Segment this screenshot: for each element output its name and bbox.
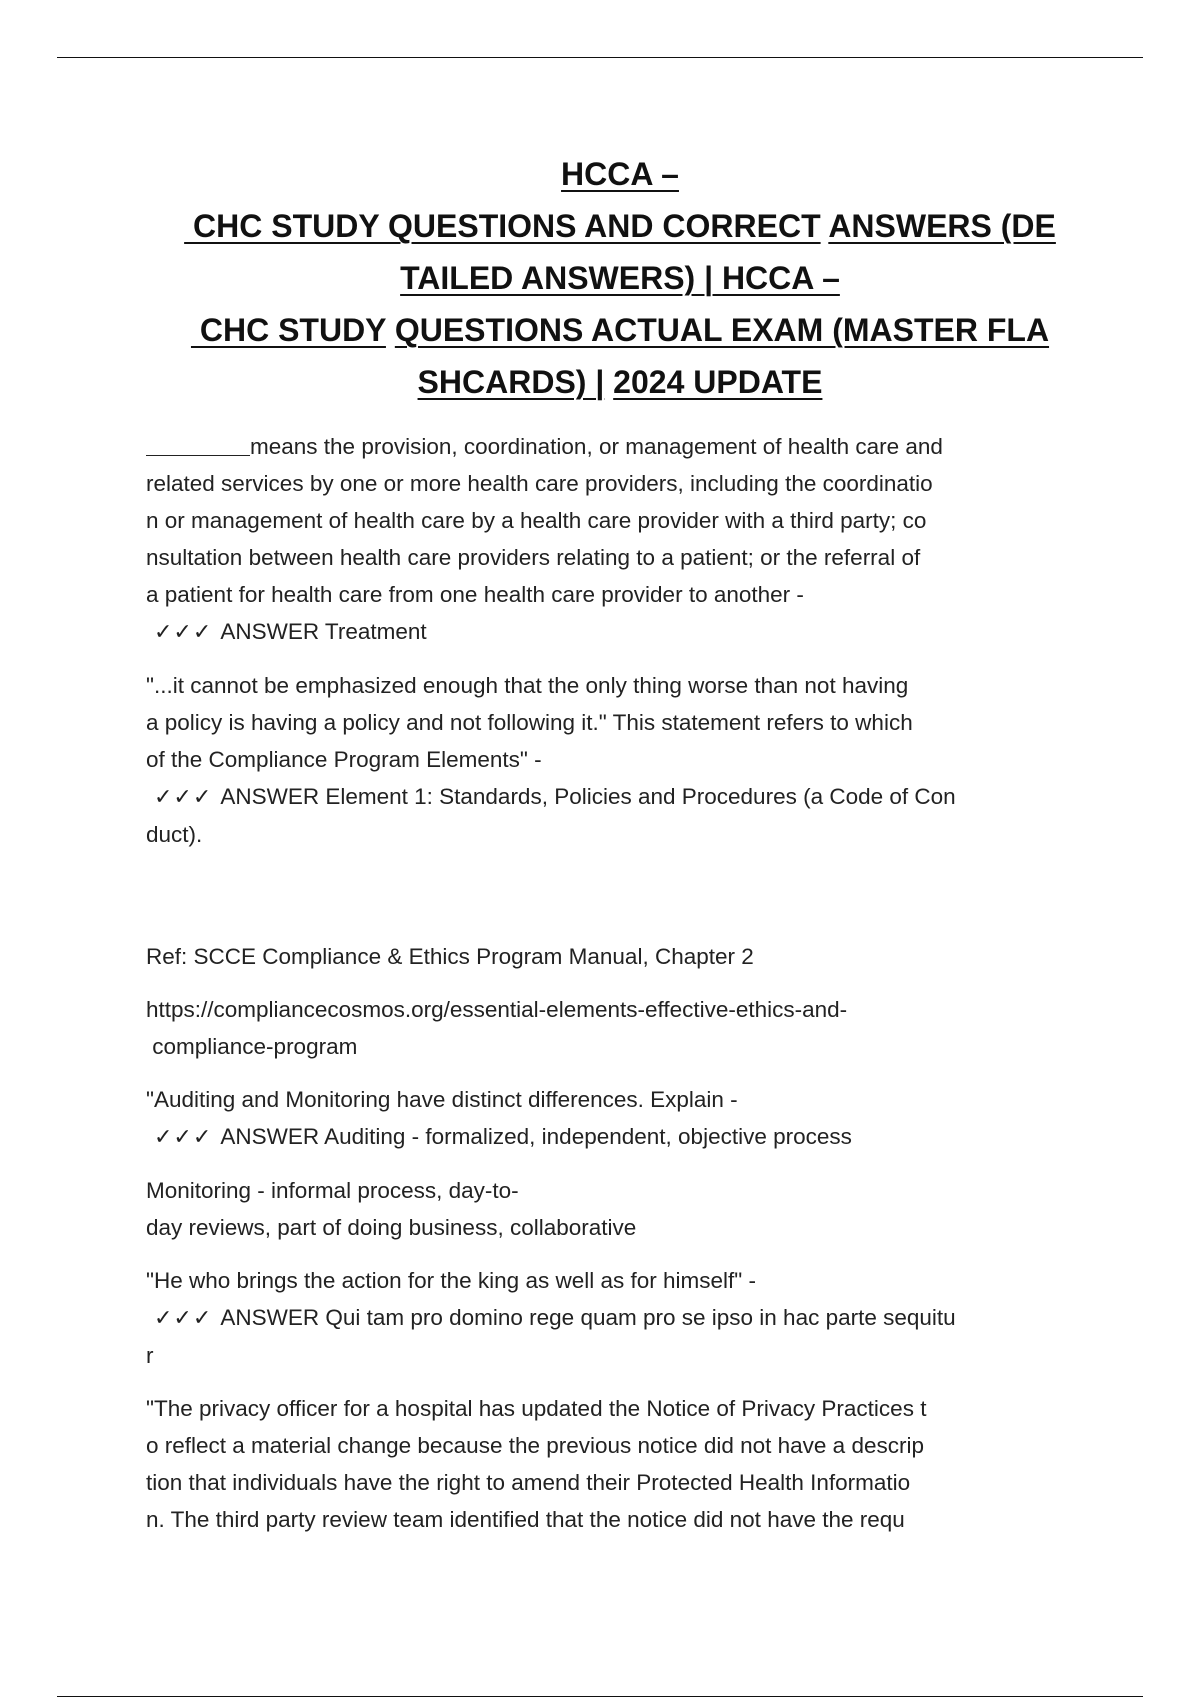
answer-4-line-2: r	[146, 1343, 154, 1368]
question-5-line-2: o reflect a material change because the previous notice did not have a descrip	[146, 1433, 924, 1458]
question-2-line-3: of the Compliance Program Elements" -	[146, 747, 542, 772]
checkmark-icon: ✓✓✓	[154, 620, 213, 645]
answer-3-line-2: Monitoring - informal process, day-to-	[146, 1178, 519, 1203]
question-5	[146, 1390, 1096, 1538]
question-4-line-1: "He who brings the action for the king as well as for himself" -	[146, 1268, 756, 1293]
answer-2-line-2: duct).	[146, 822, 203, 847]
answer-3-line-3: day reviews, part of doing business, collaborative	[146, 1215, 637, 1240]
answer-3-line-1: ✓✓✓ ANSWER Auditing - formalized, independent, objective process	[146, 1118, 1096, 1156]
title-line-1: HCCA –	[561, 156, 679, 192]
top-rule	[57, 57, 1143, 58]
question-3-line-1: "Auditing and Monitoring have distinct differences. Explain -	[146, 1087, 738, 1112]
question-4	[146, 1262, 1096, 1374]
reference-link-line-1[interactable]: https://compliancecosmos.org/essential-elements-effective-ethics-and-	[146, 997, 848, 1022]
question-1-line-2: related services by one or more health care providers, including the coordinatio	[146, 471, 933, 496]
reference-text: Ref: SCCE Compliance & Ethics Program Manual, Chapter 2	[146, 944, 754, 969]
document-title	[140, 148, 1100, 408]
answer-4-line-1: ✓✓✓ ANSWER Qui tam pro domino rege quam pro se ipso in hac parte sequitu	[146, 1299, 1096, 1337]
question-1-line-4: nsultation between health care providers relating to a patient; or the referral of	[146, 545, 921, 570]
bottom-rule	[57, 1696, 1143, 1697]
checkmark-icon: ✓✓✓	[154, 785, 213, 810]
answer-2-line-1: ✓✓✓ ANSWER Element 1: Standards, Policies and Procedures (a Code of Con	[146, 778, 1096, 816]
question-1	[146, 428, 1096, 651]
question-5-line-3: tion that individuals have the right to amend their Protected Health Informatio	[146, 1470, 911, 1495]
question-2-line-2: a policy is having a policy and not following it." This statement refers to which	[146, 710, 913, 735]
title-line-5: SHCARDS) | 2024 UPDATE	[417, 364, 823, 400]
question-1-line-5: a patient for health care from one health care provider to another -	[146, 582, 804, 607]
question-1-line-1: means the provision, coordination, or management of health care and	[146, 428, 1096, 465]
title-line-3: TAILED ANSWERS) | HCCA –	[400, 260, 840, 296]
question-2	[146, 667, 1096, 1065]
question-5-line-1: "The privacy officer for a hospital has updated the Notice of Privacy Practices t	[146, 1396, 927, 1421]
checkmark-icon: ✓✓✓	[154, 1306, 213, 1331]
title-line-2: CHC STUDY QUESTIONS AND CORRECT ANSWERS (DE	[184, 208, 1056, 244]
fill-in-blank	[146, 454, 250, 456]
document-body	[146, 428, 1096, 1538]
question-3	[146, 1081, 1096, 1246]
question-2-line-1: "...it cannot be emphasized enough that the only thing worse than not having	[146, 673, 909, 698]
question-5-line-4: n. The third party review team identified that the notice did not have the requ	[146, 1507, 905, 1532]
answer-1: ✓✓✓ ANSWER Treatment	[146, 613, 1096, 651]
reference-link-line-2[interactable]: compliance-program	[146, 1034, 358, 1059]
question-1-line-3: n or management of health care by a health care provider with a third party; co	[146, 508, 927, 533]
title-line-4: CHC STUDY QUESTIONS ACTUAL EXAM (MASTER FLA	[190, 312, 1050, 348]
checkmark-icon: ✓✓✓	[154, 1125, 213, 1150]
